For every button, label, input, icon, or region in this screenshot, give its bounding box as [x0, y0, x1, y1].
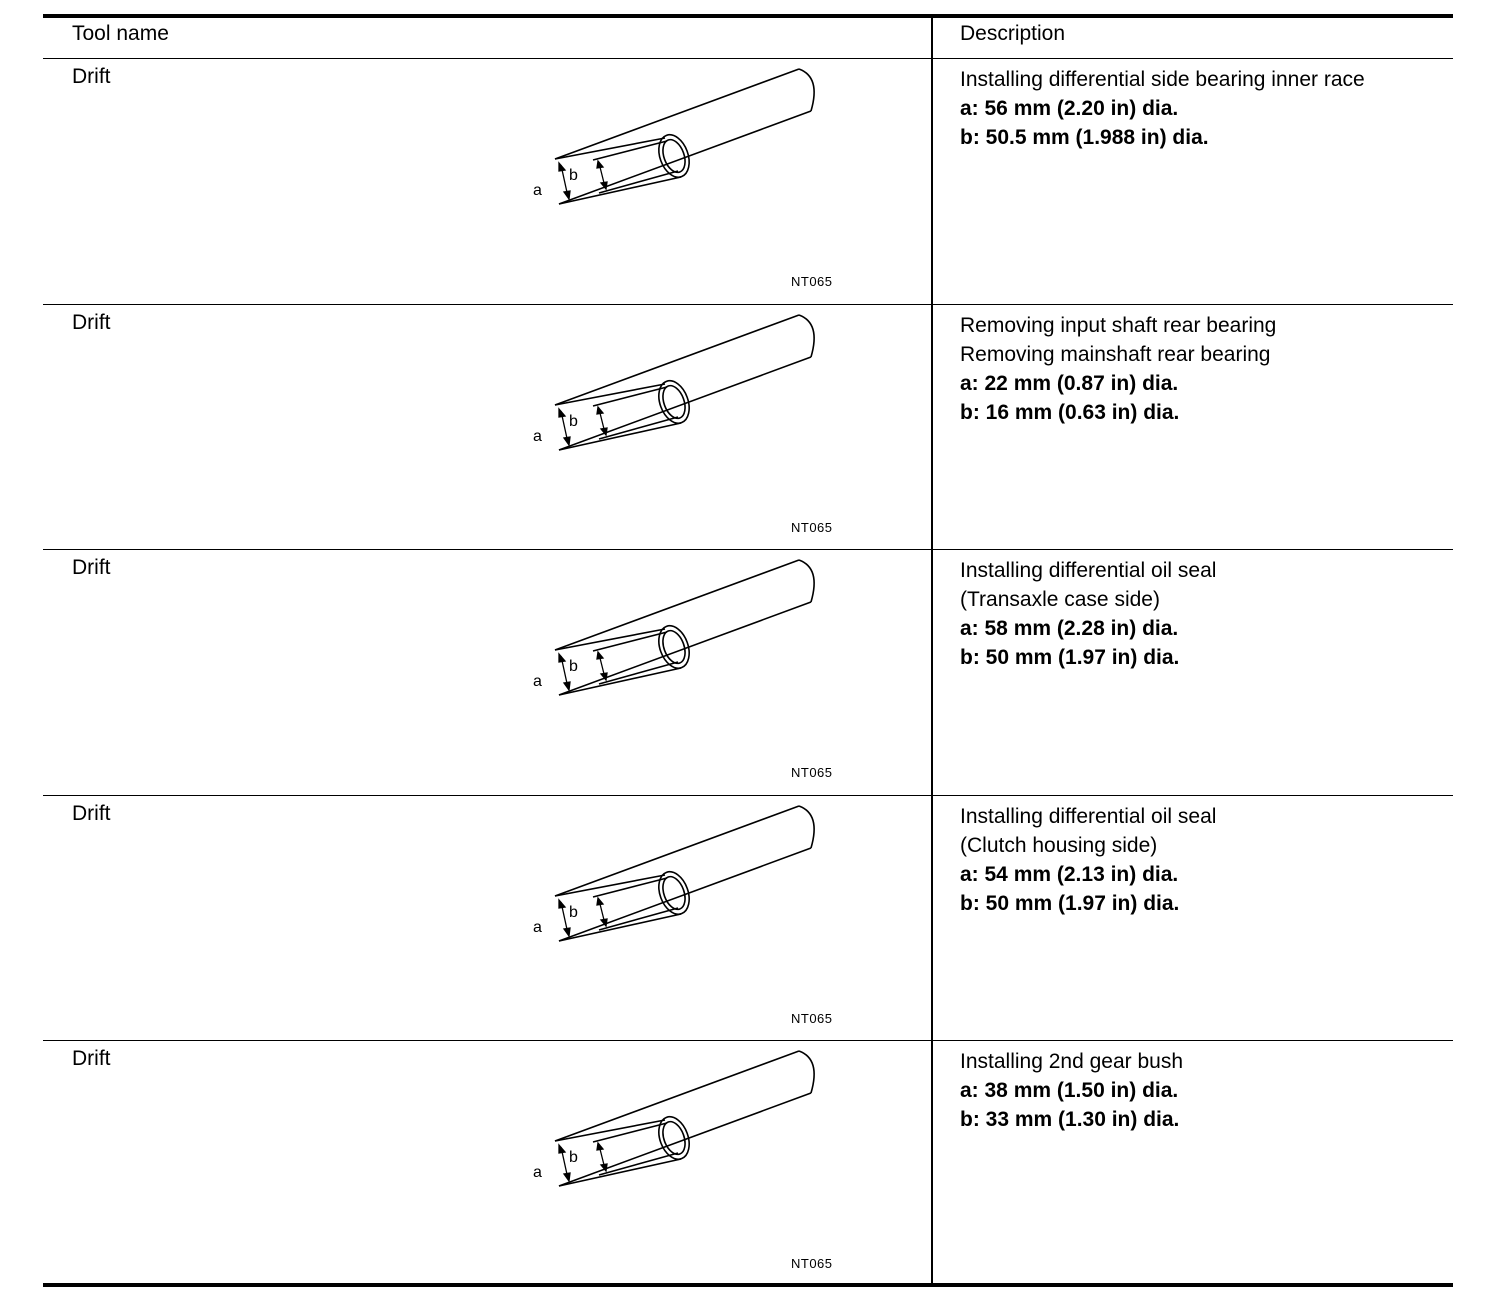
dimension-label-a: a [533, 1164, 542, 1181]
description-line: Removing input shaft rear bearing [960, 314, 1277, 337]
spec-a: a: 38 mm (1.50 in) dia. [960, 1079, 1179, 1102]
figure-code: NT065 [791, 1256, 833, 1271]
description-line: Installing 2nd gear bush [960, 1050, 1183, 1073]
figure-code: NT065 [791, 520, 833, 535]
tool-name: Drift [72, 1047, 111, 1070]
figure-code: NT065 [791, 765, 833, 780]
spec-a: a: 58 mm (2.28 in) dia. [960, 617, 1179, 640]
dimension-label-b: b [569, 904, 578, 921]
spec-b: b: 50.5 mm (1.988 in) dia. [960, 126, 1209, 149]
spec-a: a: 54 mm (2.13 in) dia. [960, 863, 1179, 886]
spec-b: b: 50 mm (1.97 in) dia. [960, 646, 1180, 669]
table-top-rule [43, 14, 1453, 18]
tool-name: Drift [72, 311, 111, 334]
description [960, 1047, 1440, 1134]
spec-b: b: 33 mm (1.30 in) dia. [960, 1108, 1180, 1131]
tool-name: Drift [72, 802, 111, 825]
tool-name: Drift [72, 65, 111, 88]
spec-b: b: 50 mm (1.97 in) dia. [960, 892, 1180, 915]
drift-figure [523, 1049, 843, 1279]
dimension-label-a: a [533, 182, 542, 199]
table-row [43, 305, 1453, 550]
table-row [43, 796, 1453, 1041]
dimension-label-b: b [569, 658, 578, 675]
description-line: (Clutch housing side) [960, 834, 1158, 857]
tool-name: Drift [72, 556, 111, 579]
description-line: Installing differential side bearing inner race [960, 68, 1365, 91]
table-row [43, 59, 1453, 304]
dimension-label-b: b [569, 1149, 578, 1166]
description-line: Installing differential oil seal [960, 559, 1217, 582]
spec-a: a: 56 mm (2.20 in) dia. [960, 97, 1179, 120]
header-description: Description [960, 22, 1066, 45]
drift-figure [523, 313, 843, 543]
description-line: (Transaxle case side) [960, 588, 1160, 611]
drift-figure [523, 804, 843, 1034]
description [960, 311, 1440, 427]
figure-code: NT065 [791, 274, 833, 289]
dimension-label-a: a [533, 919, 542, 936]
drift-figure [523, 558, 843, 788]
description [960, 802, 1440, 918]
description-line: Installing differential oil seal [960, 805, 1217, 828]
dimension-label-b: b [569, 413, 578, 430]
description [960, 556, 1440, 672]
spec-a: a: 22 mm (0.87 in) dia. [960, 372, 1179, 395]
dimension-label-a: a [533, 428, 542, 445]
figure-code: NT065 [791, 1011, 833, 1026]
drift-figure [523, 67, 843, 297]
spec-b: b: 16 mm (0.63 in) dia. [960, 401, 1180, 424]
header-tool-name: Tool name [72, 22, 169, 45]
table-bottom-rule [43, 1283, 1453, 1287]
description-line: Removing mainshaft rear bearing [960, 343, 1271, 366]
table-row [43, 1041, 1453, 1286]
dimension-label-a: a [533, 673, 542, 690]
dimension-label-b: b [569, 167, 578, 184]
description [960, 65, 1440, 152]
table-row [43, 550, 1453, 795]
